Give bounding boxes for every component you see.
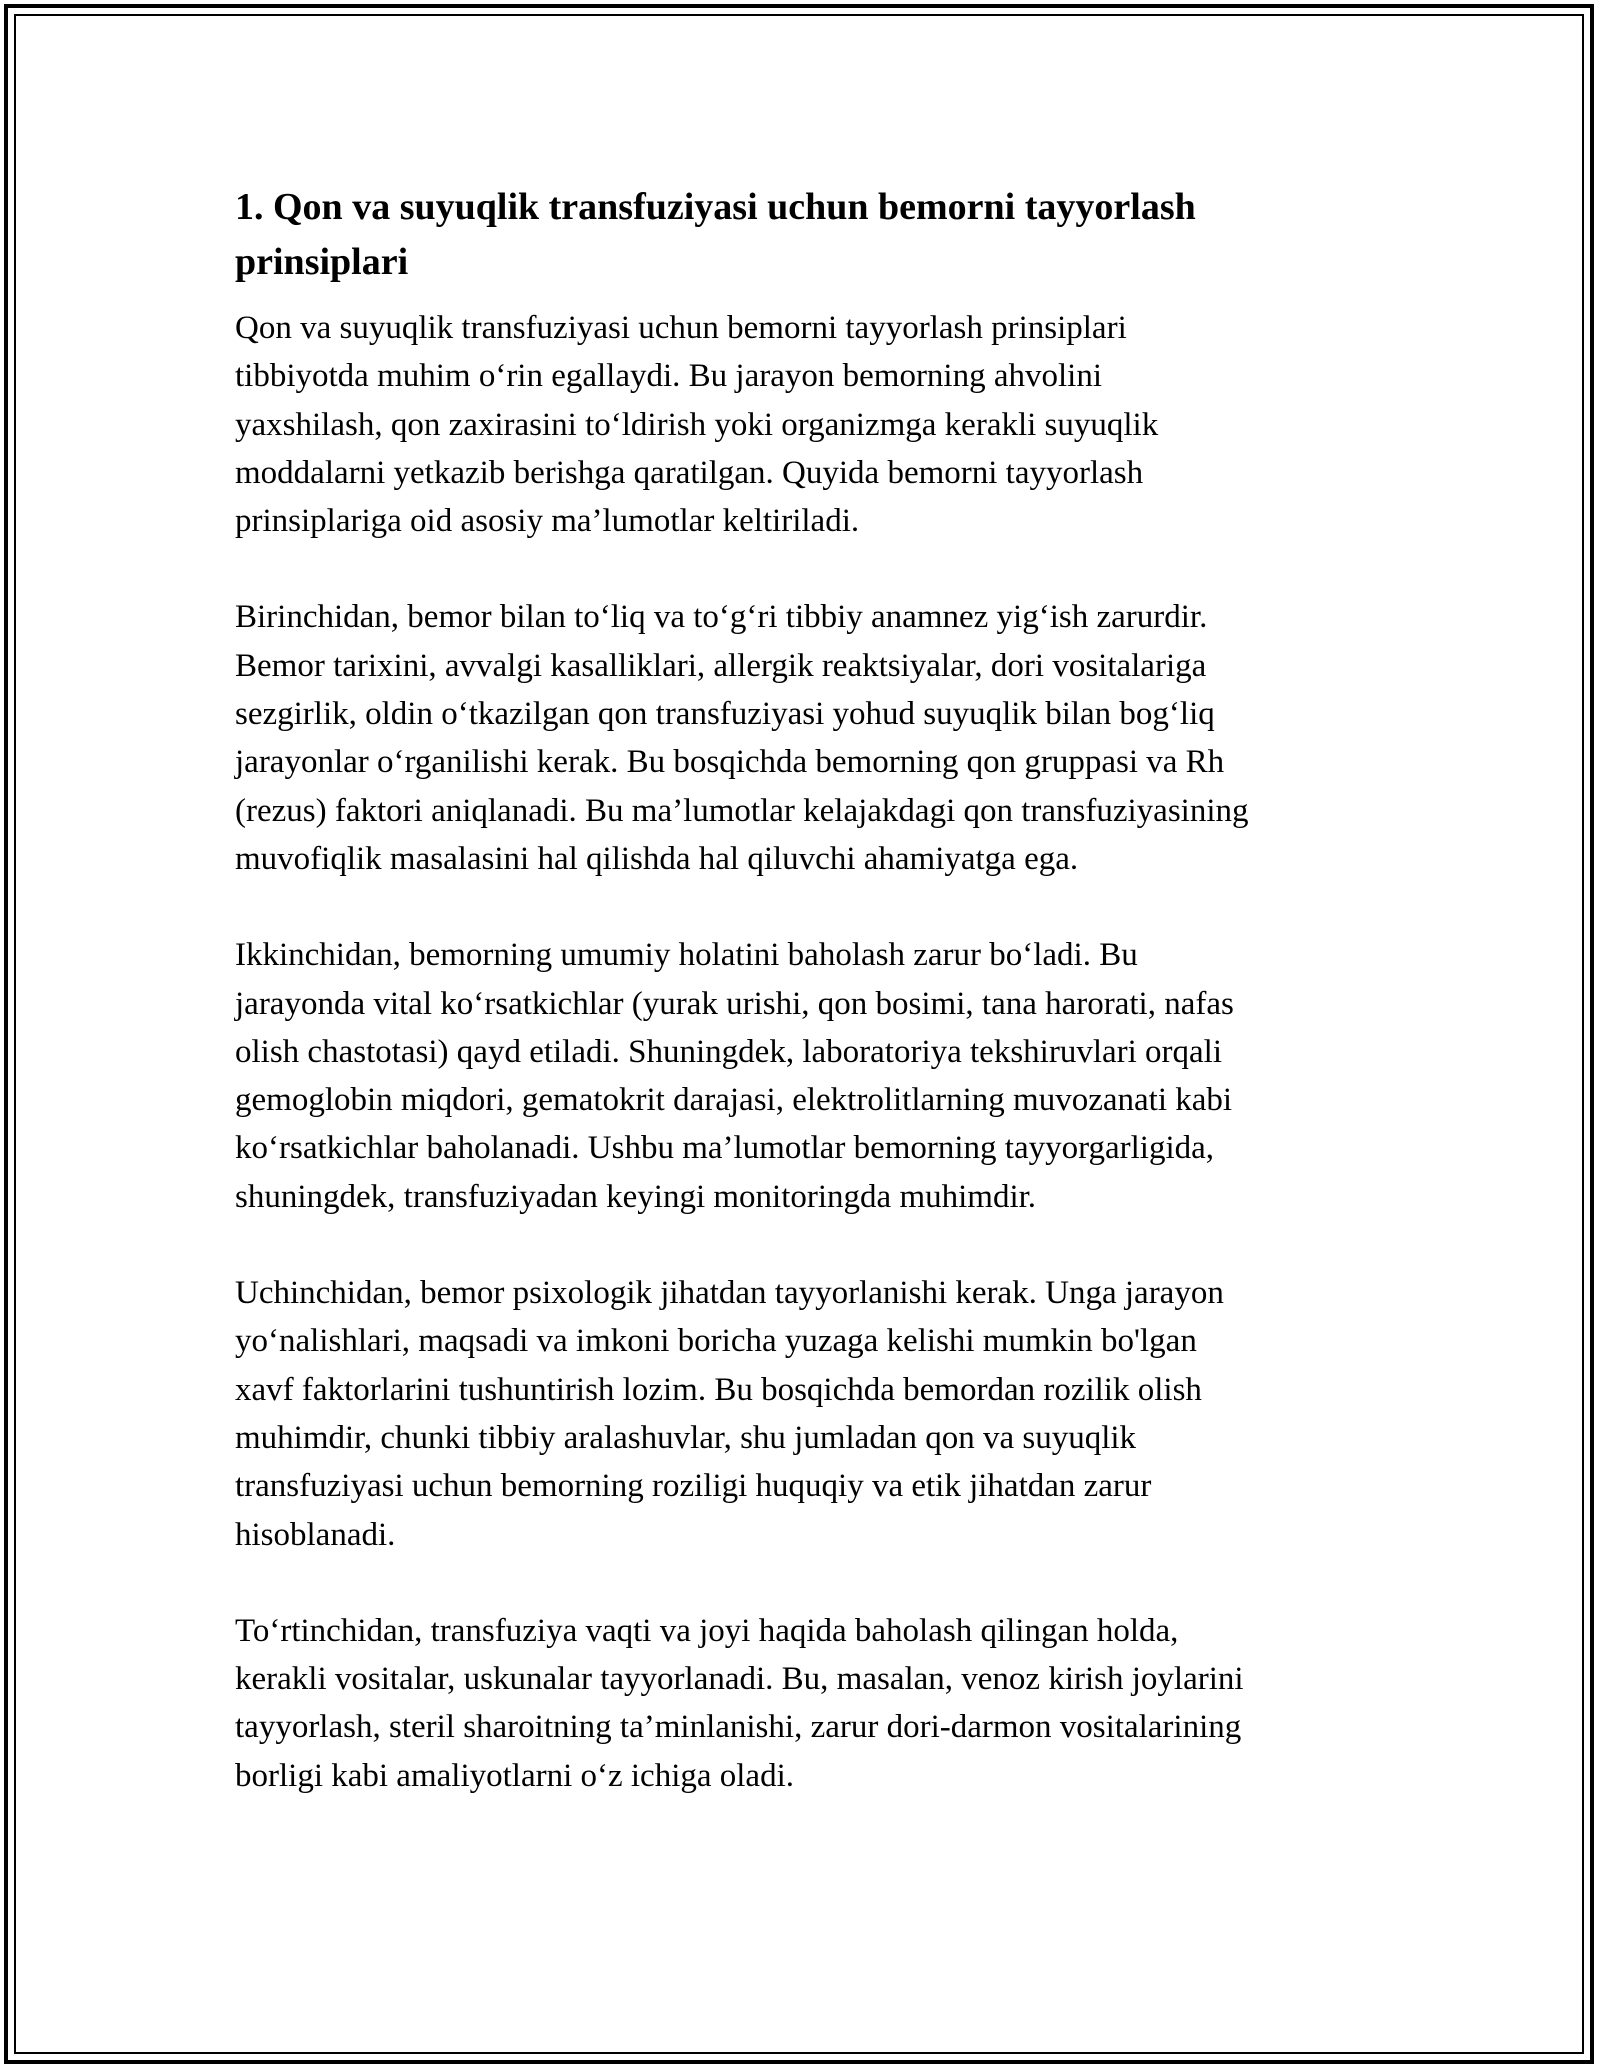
text-line: Birinchidan, bemor bilan to‘liq va to‘g‘ri tibbiy anamnez yig‘ish zarurdir. [235, 599, 1208, 636]
text-line: muhimdir, chunki tibbiy aralashuvlar, shu jumladan qon va suyuqlik [235, 1419, 1137, 1456]
text-line: muvofiqlik masalasini hal qilishda hal qiluvchi ahamiyatga ega. [235, 840, 1079, 877]
text-line: Uchinchidan, bemor psixologik jihatdan tayyorlanishi kerak. Unga jarayon [235, 1275, 1224, 1312]
text-line: olish chastotasi) qayd etiladi. Shuningdek, laboratoriya tekshiruvlari orqali [235, 1033, 1223, 1070]
text-line: tayyorlash, steril sharoitning ta’minlanishi, zarur dori-darmon vositalarining [235, 1709, 1242, 1746]
text-line: prinsiplariga oid asosiy ma’lumotlar keltiriladi. [235, 503, 860, 540]
text-line: jarayonda vital ko‘rsatkichlar (yurak urishi, qon bosimi, tana harorati, nafas [235, 985, 1234, 1022]
title-line: prinsiplari [235, 241, 409, 283]
section-title [235, 180, 1375, 290]
text-line: tibbiyotda muhim o‘rin egallaydi. Bu jarayon bemorning ahvolini [235, 358, 1103, 395]
text-line: (rezus) faktori aniqlanadi. Bu ma’lumotlar kelajakdagi qon transfuziyasining [235, 792, 1249, 829]
paragraph-second [235, 931, 1375, 1221]
text-line: yo‘nalishlari, maqsadi va imkoni boricha yuzaga kelishi mumkin bo'lgan [235, 1323, 1197, 1360]
paragraph-first [235, 593, 1375, 883]
text-line: shuningdek, transfuziyadan keyingi monitoringda muhimdir. [235, 1178, 1037, 1215]
text-line: ko‘rsatkichlar baholanadi. Ushbu ma’lumotlar bemorning tayyorgarligida, [235, 1130, 1215, 1167]
text-line: To‘rtinchidan, transfuziya vaqti va joyi haqida baholash qilingan holda, [235, 1612, 1179, 1649]
paragraph-intro [235, 304, 1375, 545]
text-line: transfuziyasi uchun bemorning roziligi huquqiy va etik jihatdan zarur [235, 1468, 1152, 1505]
text-line: kerakli vositalar, uskunalar tayyorlanadi. Bu, masalan, venoz kirish joylarini [235, 1661, 1244, 1698]
text-line: gemoglobin miqdori, gematokrit darajasi, elektrolitlarning muvozanati kabi [235, 1082, 1233, 1119]
text-line: xavf faktorlarini tushuntirish lozim. Bu bosqichda bemordan rozilik olish [235, 1371, 1202, 1408]
text-line: hisoblanadi. [235, 1516, 396, 1553]
paragraph-third [235, 1269, 1375, 1559]
text-line: moddalarni yetkazib berishga qaratilgan. Quyida bemorni tayyorlash [235, 454, 1144, 491]
document-page [235, 180, 1375, 1848]
text-line: borligi kabi amaliyotlarni o‘z ichiga oladi. [235, 1757, 795, 1794]
text-line: Ikkinchidan, bemorning umumiy holatini baholash zarur bo‘ladi. Bu [235, 937, 1138, 974]
title-line: 1. Qon va suyuqlik transfuziyasi uchun bemorni tayyorlash [235, 186, 1196, 228]
text-line: jarayonlar o‘rganilishi kerak. Bu bosqichda bemorning qon gruppasi va Rh [235, 744, 1225, 781]
paragraph-fourth [235, 1607, 1375, 1800]
text-line: Qon va suyuqlik transfuziyasi uchun bemorni tayyorlash prinsiplari [235, 310, 1127, 346]
text-line: sezgirlik, oldin o‘tkazilgan qon transfuziyasi yohud suyuqlik bilan bog‘liq [235, 696, 1215, 733]
text-line: yaxshilash, qon zaxirasini to‘ldirish yoki organizmga kerakli suyuqlik [235, 406, 1159, 443]
text-line: Bemor tarixini, avvalgi kasalliklari, allergik reaktsiyalar, dori vositalariga [235, 647, 1207, 684]
